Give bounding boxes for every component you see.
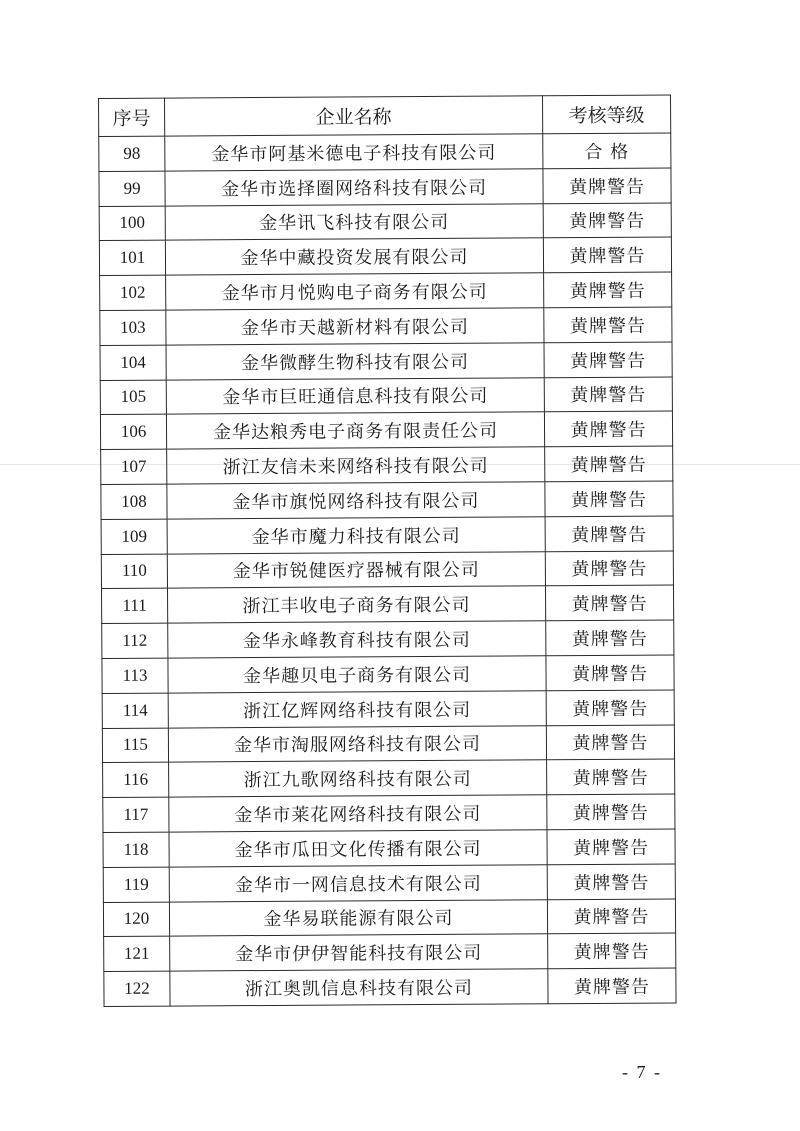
- row-company-name: 浙江丰收电子商务有限公司: [167, 586, 545, 623]
- table-row: [102, 620, 674, 658]
- table-row: [101, 551, 673, 589]
- row-assessment-grade: 黄牌警告: [544, 377, 672, 413]
- row-assessment-grade: 黄牌警告: [544, 411, 672, 447]
- row-assessment-grade: 合 格: [543, 133, 671, 169]
- row-company-name: 金华市旗悦网络科技有限公司: [167, 482, 545, 519]
- row-company-name: 金华市锐健医疗器械有限公司: [167, 551, 545, 588]
- row-serial-number: 111: [101, 588, 167, 623]
- row-serial-number: 106: [100, 414, 166, 449]
- table-row: [104, 968, 676, 1006]
- row-assessment-grade: 黄牌警告: [543, 237, 671, 273]
- row-serial-number: 114: [102, 693, 168, 728]
- table-row: [100, 307, 672, 345]
- enterprise-assessment-table-wrap: [98, 95, 676, 1007]
- row-company-name: 金华市魔力科技有限公司: [167, 517, 545, 554]
- row-serial-number: 118: [103, 832, 169, 867]
- row-company-name: 金华市选择圈网络科技有限公司: [165, 169, 543, 206]
- row-serial-number: 117: [103, 797, 169, 832]
- header-serial-number: 序号: [99, 98, 165, 136]
- row-assessment-grade: 黄牌警告: [545, 551, 673, 587]
- row-assessment-grade: 黄牌警告: [544, 272, 672, 308]
- table-row: [102, 690, 674, 728]
- row-serial-number: 120: [103, 902, 169, 937]
- table-row: [100, 272, 672, 310]
- row-company-name: 金华市淘服网络科技有限公司: [168, 725, 546, 762]
- row-serial-number: 110: [101, 554, 167, 589]
- table-row: [103, 864, 675, 902]
- row-company-name: 浙江亿辉网络科技有限公司: [168, 691, 546, 728]
- row-assessment-grade: 黄牌警告: [546, 620, 674, 656]
- row-assessment-grade: 黄牌警告: [548, 933, 676, 969]
- row-assessment-grade: 黄牌警告: [547, 864, 675, 900]
- table-row: [103, 829, 675, 867]
- table-row: [100, 377, 672, 415]
- row-assessment-grade: 黄牌警告: [545, 446, 673, 482]
- row-serial-number: 121: [104, 936, 170, 971]
- row-company-name: 金华市月悦购电子商务有限公司: [166, 273, 544, 310]
- table-body: [99, 133, 676, 1006]
- table-row: [103, 759, 675, 797]
- table-row: [101, 481, 673, 519]
- row-serial-number: 116: [103, 762, 169, 797]
- row-serial-number: 102: [100, 275, 166, 310]
- row-assessment-grade: 黄牌警告: [544, 342, 672, 378]
- row-company-name: 金华趣贝电子商务有限公司: [168, 656, 546, 693]
- row-assessment-grade: 黄牌警告: [546, 655, 674, 691]
- row-serial-number: 122: [104, 971, 170, 1006]
- table-row: [103, 899, 675, 937]
- row-assessment-grade: 黄牌警告: [543, 168, 671, 204]
- row-assessment-grade: 黄牌警告: [547, 759, 675, 795]
- row-company-name: 金华市一网信息技术有限公司: [169, 865, 547, 902]
- table-header-row: [99, 95, 671, 136]
- table-row: [99, 203, 671, 241]
- row-company-name: 金华市伊伊智能科技有限公司: [170, 934, 548, 971]
- row-company-name: 金华市天越新材料有限公司: [166, 308, 544, 345]
- row-assessment-grade: 黄牌警告: [547, 899, 675, 935]
- row-assessment-grade: 黄牌警告: [547, 794, 675, 830]
- header-assessment-grade: 考核等级: [542, 95, 670, 134]
- row-company-name: 金华市阿基米德电子科技有限公司: [165, 134, 543, 171]
- row-company-name: 浙江奥凯信息科技有限公司: [170, 969, 548, 1006]
- row-serial-number: 113: [102, 658, 168, 693]
- row-serial-number: 119: [103, 867, 169, 902]
- table-row: [101, 585, 673, 623]
- row-assessment-grade: 黄牌警告: [545, 516, 673, 552]
- table-row: [101, 446, 673, 484]
- table-row: [100, 411, 672, 449]
- row-assessment-grade: 黄牌警告: [546, 725, 674, 761]
- row-serial-number: 98: [99, 136, 165, 171]
- row-serial-number: 115: [102, 728, 168, 763]
- row-company-name: 金华市莱花网络科技有限公司: [169, 795, 547, 832]
- page-number: - 7 -: [622, 1062, 662, 1082]
- table-row: [101, 516, 673, 554]
- table-row: [99, 168, 671, 206]
- row-serial-number: 100: [99, 206, 165, 241]
- row-company-name: 金华微酵生物科技有限公司: [166, 343, 544, 380]
- row-serial-number: 101: [99, 240, 165, 275]
- row-serial-number: 109: [101, 519, 167, 554]
- table-row: [99, 133, 671, 171]
- row-serial-number: 105: [100, 380, 166, 415]
- row-assessment-grade: 黄牌警告: [547, 829, 675, 865]
- table-row: [103, 794, 675, 832]
- row-serial-number: 99: [99, 171, 165, 206]
- row-company-name: 金华讯飞科技有限公司: [165, 203, 543, 240]
- row-company-name: 金华市瓜田文化传播有限公司: [169, 830, 547, 867]
- row-company-name: 金华永峰教育科技有限公司: [168, 621, 546, 658]
- table-row: [102, 725, 674, 763]
- row-assessment-grade: 黄牌警告: [548, 968, 676, 1004]
- row-company-name: 金华中藏投资发展有限公司: [165, 238, 543, 275]
- row-serial-number: 104: [100, 345, 166, 380]
- table-row: [104, 933, 676, 971]
- table-row: [100, 342, 672, 380]
- row-assessment-grade: 黄牌警告: [543, 203, 671, 239]
- table-row: [99, 237, 671, 275]
- row-serial-number: 103: [100, 310, 166, 345]
- row-serial-number: 112: [102, 623, 168, 658]
- row-serial-number: 107: [101, 449, 167, 484]
- row-company-name: 金华易联能源有限公司: [169, 899, 547, 936]
- row-serial-number: 108: [101, 484, 167, 519]
- row-assessment-grade: 黄牌警告: [545, 585, 673, 621]
- row-assessment-grade: 黄牌警告: [546, 690, 674, 726]
- row-company-name: 浙江友信未来网络科技有限公司: [167, 447, 545, 484]
- table-row: [102, 655, 674, 693]
- row-company-name: 浙江九歌网络科技有限公司: [169, 760, 547, 797]
- row-company-name: 金华市巨旺通信息科技有限公司: [166, 377, 544, 414]
- enterprise-assessment-table: [98, 94, 677, 1006]
- row-assessment-grade: 黄牌警告: [545, 481, 673, 517]
- row-assessment-grade: 黄牌警告: [544, 307, 672, 343]
- row-company-name: 金华达粮秀电子商务有限责任公司: [166, 412, 544, 449]
- header-company-name: 企业名称: [165, 96, 543, 136]
